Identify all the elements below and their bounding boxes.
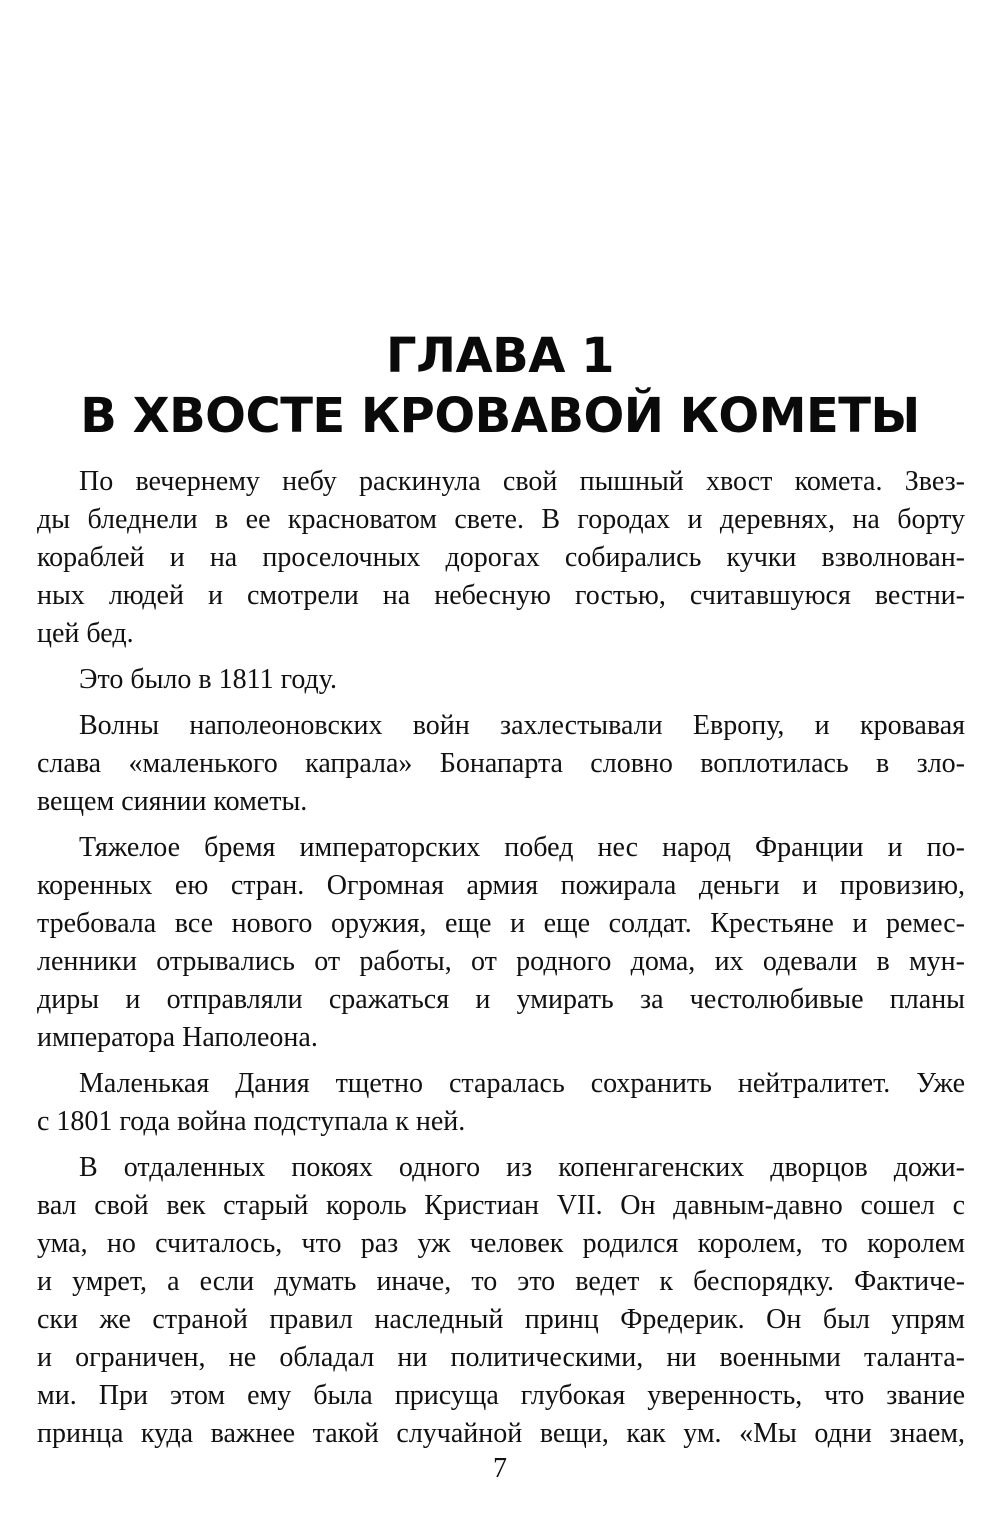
text-line: вещем сиянии кометы. — [37, 786, 308, 817]
text-line: и умрет, а если думать иначе, то это ведет к беспорядку. Фактиче- — [37, 1266, 965, 1297]
text-line: вал свой век старый король Кристиан VII. Он давным-давно сошел с — [37, 1190, 965, 1221]
text-line: слава «маленького капрала» Бонапарта словно воплотилась в зло- — [37, 748, 965, 779]
text-line: ды бледнели в ее красноватом свете. В городах и деревнях, на борту — [37, 504, 965, 535]
page-number: 7 — [493, 1453, 507, 1484]
text-line: В отдаленных покоях одного из копенгагенских дворцов дожи- — [79, 1152, 965, 1183]
text-line: Тяжелое бремя императорских побед нес народ Франции и по- — [79, 832, 965, 863]
chapter-title: В ХВОСТЕ КРОВАВОЙ КОМЕТЫ — [80, 388, 920, 444]
text-line: ума, но считалось, что раз уж человек родился королем, то королем — [37, 1228, 965, 1259]
text-line: Маленькая Дания тщетно старалась сохранить нейтралитет. Уже — [79, 1068, 965, 1099]
body-text — [37, 463, 965, 1461]
text-line: ных людей и смотрели на небесную гостью, считавшуюся вестни- — [37, 580, 965, 611]
text-line: Волны наполеоновских войн захлестывали Европу, и кровавая — [79, 710, 965, 741]
paragraph-5 — [37, 1065, 965, 1141]
text-line: принца куда важнее такой случайной вещи, как ум. «Мы одни знаем, — [37, 1418, 965, 1449]
paragraph-2 — [37, 661, 965, 699]
text-line: императора Наполеона. — [37, 1022, 318, 1053]
text-line: коренных ею стран. Огромная армия пожирала деньги и провизию, — [37, 870, 965, 901]
text-line: требовала все нового оружия, еще и еще солдат. Крестьяне и ремес- — [37, 908, 965, 939]
paragraph-3 — [37, 707, 965, 821]
text-line: кораблей и на проселочных дорогах собирались кучки взволнован- — [37, 542, 965, 573]
text-line: цей бед. — [37, 618, 134, 649]
text-line: Это было в 1811 году. — [79, 664, 337, 695]
text-line: ленники отрывались от работы, от родного дома, их одевали в мун- — [37, 946, 965, 977]
text-line: По вечернему небу раскинула свой пышный хвост комета. Звез- — [79, 466, 965, 497]
chapter-number: ГЛАВА 1 — [386, 328, 614, 384]
paragraph-4 — [37, 829, 965, 1057]
text-line: с 1801 года война подступала к ней. — [37, 1106, 466, 1137]
text-line: и ограничен, не обладал ни политическими, ни военными таланта- — [37, 1342, 965, 1373]
text-line: диры и отправляли сражаться и умирать за честолюбивые планы — [37, 984, 965, 1015]
text-line: ми. При этом ему была присуща глубокая уверенность, что звание — [37, 1380, 965, 1411]
chapter-heading — [0, 326, 1000, 446]
paragraph-1 — [37, 463, 965, 653]
paragraph-6 — [37, 1149, 965, 1453]
text-line: ски же страной правил наследный принц Фредерик. Он был упрям — [37, 1304, 965, 1335]
